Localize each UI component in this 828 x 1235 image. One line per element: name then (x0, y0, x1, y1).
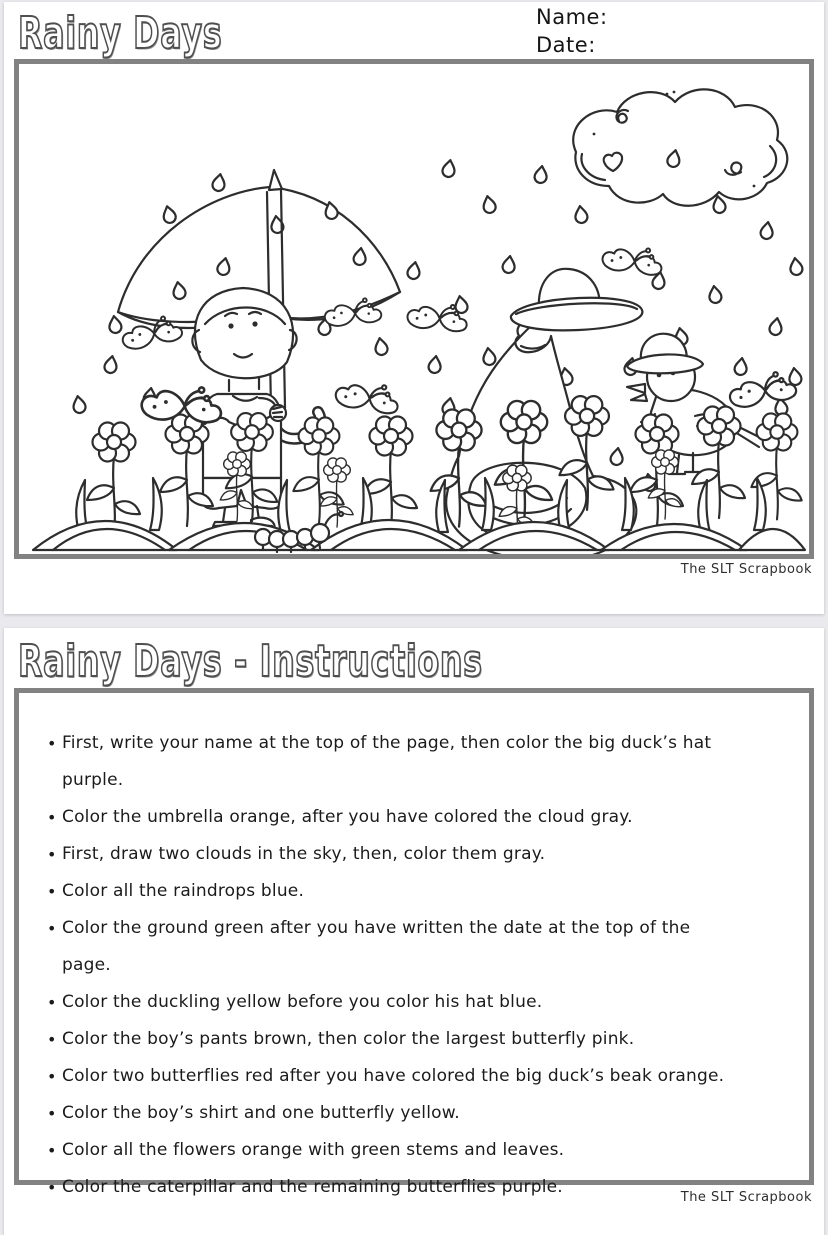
name-date-block (536, 5, 608, 61)
instruction-item: • Color the boy’s pants brown, then color the largest butterfly pink. (47, 1021, 739, 1058)
instruction-item: • Color two butterflies red after you have colored the big duck’s beak orange. (47, 1058, 739, 1095)
illustration-frame (14, 59, 814, 559)
page-title: Rainy Days (18, 8, 223, 59)
instruction-item: • Color the boy’s shirt and one butterfly yellow. (47, 1095, 739, 1132)
worksheet-page (4, 2, 824, 614)
instruction-item: • Color the caterpillar and the remaining butterflies purple. (47, 1169, 739, 1206)
credit-text: The SLT Scrapbook (680, 562, 812, 577)
instruction-item: • Color the umbrella orange, after you have colored the cloud gray. (47, 799, 739, 836)
instructions-frame (14, 688, 814, 1197)
instructions-title: Rainy Days - Instructions (18, 636, 483, 687)
instruction-item: • First, draw two clouds in the sky, then, color them gray. (47, 836, 739, 873)
ground-mounds (33, 520, 805, 550)
instructions-list (19, 693, 779, 1206)
instruction-item: • Color all the flowers orange with green stems and leaves. (47, 1132, 739, 1169)
big-duck (446, 269, 642, 554)
instruction-item: • First, write your name at the top of the page, then color the big duck’s hat purple. (47, 725, 739, 799)
name-label: Name: (536, 5, 608, 29)
coloring-illustration (19, 64, 809, 554)
instructions-page (4, 628, 824, 1235)
instruction-item: • Color the ground green after you have written the date at the top of the page. (47, 910, 739, 984)
cloud-icon (573, 89, 787, 205)
date-label: Date: (536, 33, 596, 57)
credit-text: The SLT Scrapbook (680, 1190, 812, 1205)
instruction-item: • Color the duckling yellow before you color his hat blue. (47, 984, 739, 1021)
instruction-item: • Color all the raindrops blue. (47, 873, 739, 910)
